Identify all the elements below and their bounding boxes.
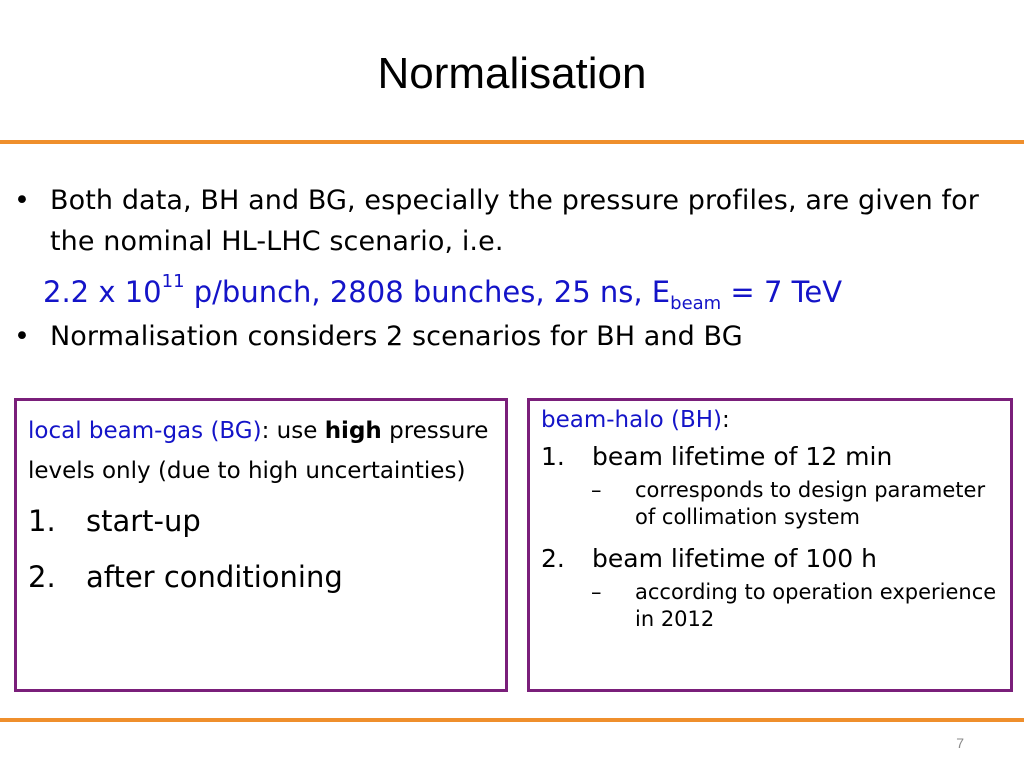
beam-halo-box [527,398,1013,692]
bullet-item-normalisation [12,316,1012,357]
list-number: 1. [541,442,565,471]
list-number: 2. [28,560,56,594]
scenario-formula [12,270,1012,314]
sub-list-item [541,477,1002,531]
dash-icon: – [591,478,602,502]
slide-title: Normalisation [377,49,647,98]
top-divider [0,140,1024,144]
formula-subscript: beam [670,292,722,314]
bottom-divider [0,718,1024,722]
bullet-text: Normalisation considers 2 scenarios for BH and BG [50,321,743,352]
beam-gas-intro [28,411,495,491]
list-item [28,493,495,549]
beam-halo-list [541,437,1002,477]
formula-part2: p/bunch, 2808 bunches, 25 ns, E [184,275,671,309]
beam-halo-heading-suffix: : [722,407,730,433]
list-item [28,549,495,605]
list-label: beam lifetime of 100 h [592,544,877,573]
beam-gas-bold-word: high [324,418,382,444]
beam-gas-box [14,398,508,692]
bullet-dot-icon: • [14,185,31,216]
beam-gas-list [28,493,495,605]
list-number: 2. [541,544,565,573]
beam-gas-text-before: : use [261,418,325,444]
beam-halo-intro [541,403,1002,437]
bullet-dot-icon: • [14,321,31,352]
list-label: after conditioning [86,560,343,594]
sub-list-item [541,579,1002,633]
bullet-item-data-scenario [12,180,1012,262]
sub-list [541,579,1002,633]
list-number: 1. [28,504,56,538]
list-label: beam lifetime of 12 min [592,442,893,471]
dash-icon: – [591,580,602,604]
page-number: 7 [956,735,964,751]
bullet-list [12,180,1012,357]
bullet-text: Both data, BH and BG, especially the pressure profiles, are given for the nominal HL-LHC scenario, i.e. [50,185,979,257]
beam-gas-text-after: pressure levels only (due to high uncertainties) [28,418,489,484]
beam-halo-heading: beam-halo (BH) [541,407,723,433]
beam-gas-heading: local beam-gas (BG) [28,418,262,444]
list-label: start-up [86,504,201,538]
beam-halo-list-continued [541,539,1002,579]
formula-exponent: 11 [161,271,185,293]
formula-part3: = 7 TeV [721,275,843,309]
list-item [541,539,1002,579]
sub-list-text: corresponds to design parameter of collimation system [635,478,986,529]
sub-list-text: according to operation experience in 2012 [635,580,997,631]
sub-list [541,477,1002,531]
formula-part1: 2.2 x 10 [43,275,162,309]
list-item [541,437,1002,477]
